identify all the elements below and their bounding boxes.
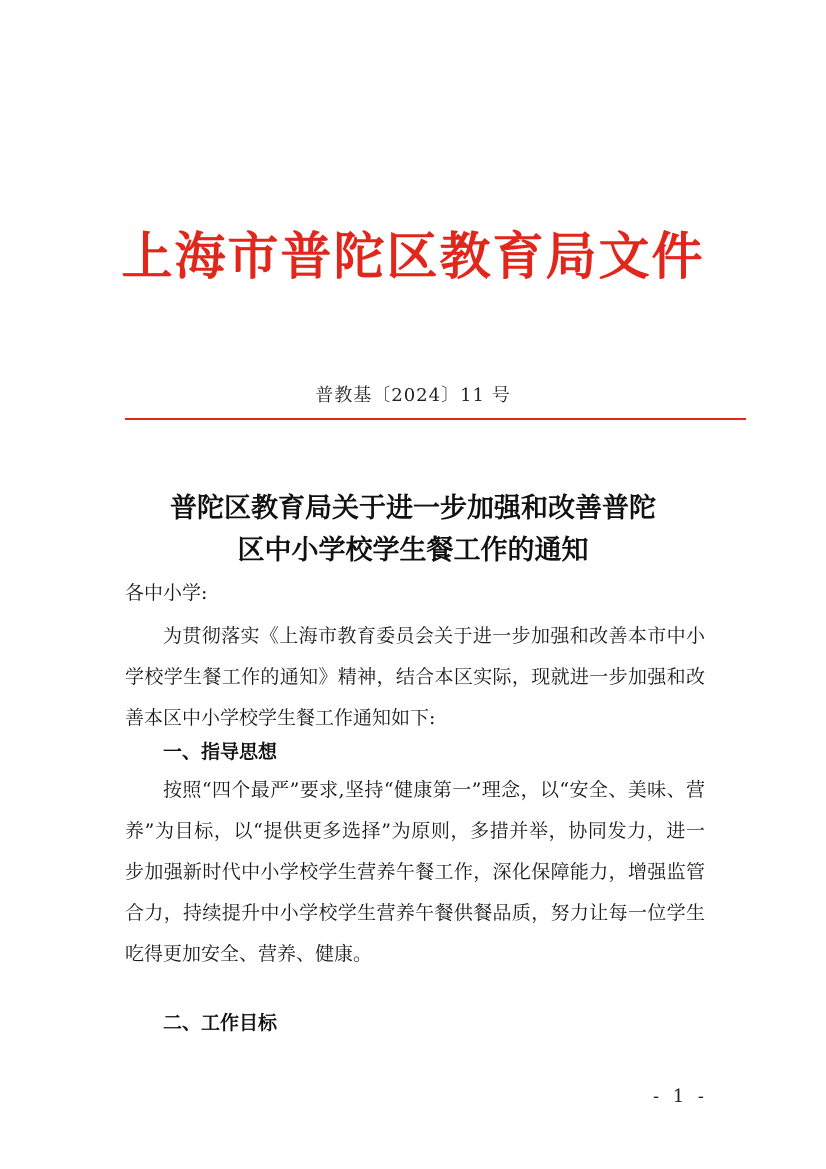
section-heading-work-goals: 二、工作目标 (163, 1012, 278, 1034)
masthead-title: 上海市普陀区教育局文件 (121, 227, 705, 287)
section-heading-guiding-ideology: 一、指导思想 (163, 741, 278, 763)
document-title (110, 488, 716, 572)
page-number: - 1 - (652, 1086, 708, 1107)
section1-paragraph: 按照“四个最严”要求,坚持“健康第一”理念，以“安全、美味、营养”为目标，以“提供更多选择”为原则，多措并举，协同发力，进一步加强新时代中小学校学生营养午餐工作，深化保障能力，增强监管合力，持续提升中小学校学生营养午餐供餐品质，努力让每一位学生吃得更加安全、营养、健康。 (125, 779, 705, 965)
red-divider-line (125, 418, 746, 420)
intro-paragraph: 为贯彻落实《上海市教育委员会关于进一步加强和改善本市中小学校学生餐工作的通知》精神，结合本区实际，现就进一步加强和改善本区中小学校学生餐工作通知如下: (125, 625, 705, 729)
salutation: 各中小学: (125, 582, 208, 604)
document-title-line-2: 区中小学校学生餐工作的通知 (237, 535, 589, 566)
intro-paragraph-block (125, 616, 705, 739)
section1-paragraph-block (125, 770, 705, 975)
document-number: 普教基〔2024〕11 号 (315, 385, 511, 406)
document-title-line-1: 普陀区教育局关于进一步加强和改善普陀 (170, 493, 656, 524)
